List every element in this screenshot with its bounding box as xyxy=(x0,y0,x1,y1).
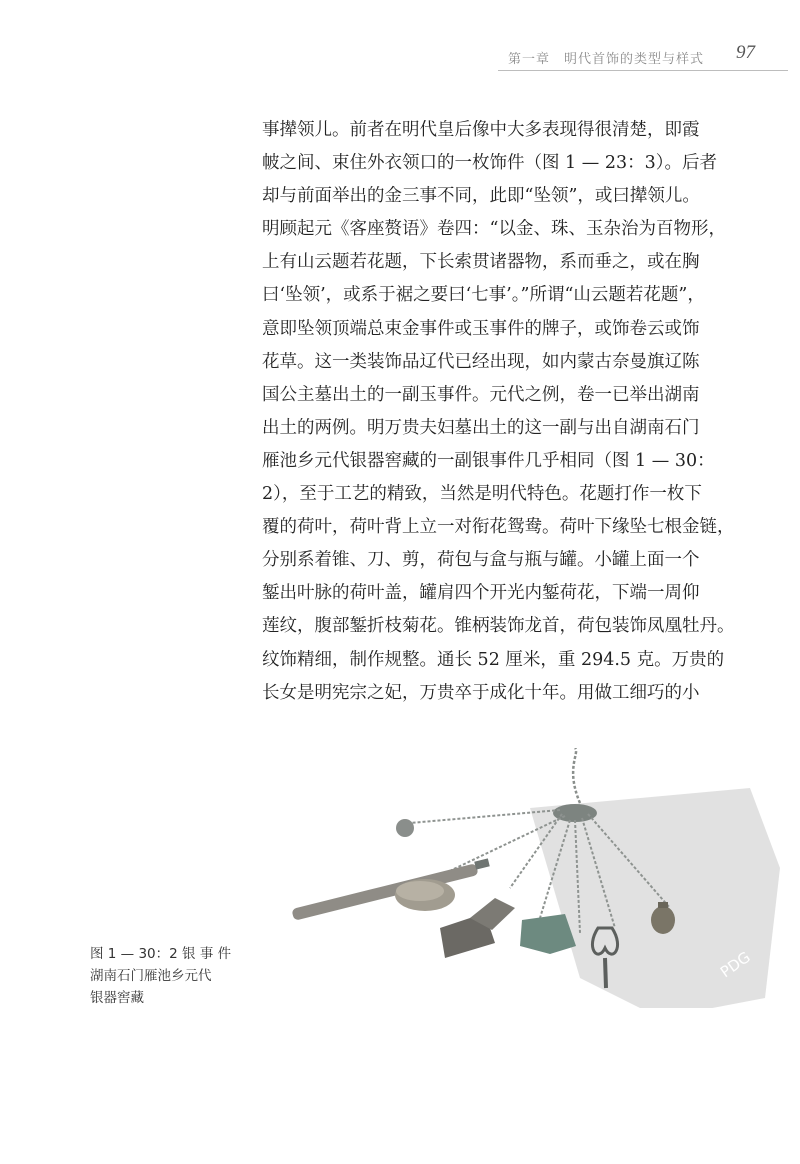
text-line: 却与前面举出的金三事不同，此即“坠领”，或曰撵领儿。 xyxy=(262,186,700,207)
header-rule xyxy=(498,70,788,71)
page-number: 97 xyxy=(736,42,755,63)
figure-caption xyxy=(90,943,250,1009)
text-line: 纹饰精细，制作规整。通长 52 厘米，重 294.5 克。万贵的 xyxy=(262,649,725,670)
body-paragraph xyxy=(262,114,735,710)
text-line: 2），至于工艺的精致，当然是明代特色。花题打作一枚下 xyxy=(262,484,702,505)
text-line: 莲纹，腹部錾折枝菊花。锥柄装饰龙首，荷包装饰凤凰牡丹。 xyxy=(262,616,735,637)
small-pendant xyxy=(396,819,414,837)
text-line: 上有山云题若花题，下长索贯诸器物，系而垂之，或在胸 xyxy=(262,252,700,273)
text-line: 曰‘坠领’，或系于裾之要曰‘七事’。”所谓“山云题若花题”， xyxy=(262,285,705,306)
text-line: 事撵领儿。前者在明代皇后像中大多表现得很清楚，即霞 xyxy=(262,120,700,140)
text-line: 覆的荷叶，荷叶背上立一对衔花鸳鸯。荷叶下缘坠七根金链， xyxy=(262,517,735,538)
silver-chatelaine-illustration xyxy=(280,748,780,1008)
caption-line: 银器窖藏 xyxy=(90,990,144,1006)
text-line: 明顾起元《客座赘语》卷四：“以金、珠、玉杂治为百物形， xyxy=(262,219,726,240)
text-line: 錾出叶脉的荷叶盖，罐肩四个开光内錾荷花，下端一周仰 xyxy=(262,583,700,604)
text-line: 雁池乡元代银器窖藏的一副银事件几乎相同（图 1 — 30： xyxy=(262,450,715,471)
text-line: 帔之间、束住外衣领口的一枚饰件（图 1 — 23：3）。后者 xyxy=(262,153,717,174)
text-line: 长女是明宪宗之妃，万贵卒于成化十年。用做工细巧的小 xyxy=(262,682,700,703)
text-line: 出土的两例。明万贵夫妇墓出土的这一副与出自湖南石门 xyxy=(262,417,700,438)
watermark-text: PDG xyxy=(716,948,754,982)
text-line: 国公主墓出土的一副玉事件。元代之例，卷一已举出湖南 xyxy=(262,384,700,405)
vase xyxy=(440,898,515,958)
text-line: 分别系着锥、刀、剪，荷包与盒与瓶与罐。小罐上面一个 xyxy=(262,550,700,571)
round-box xyxy=(395,879,455,911)
text-line: 花草。这一类装饰品辽代已经出现，如内蒙古奈曼旗辽陈 xyxy=(262,351,700,372)
caption-line: 湖南石门雁池乡元代 xyxy=(90,968,212,984)
awl xyxy=(291,858,489,920)
chapter-title: 第一章 明代首饰的类型与样式 xyxy=(508,52,705,67)
caption-line: 图 1 — 30：2 银 事 件 xyxy=(90,946,232,962)
running-head xyxy=(0,40,800,76)
text-line: 意即坠领顶端总束金事件或玉事件的牌子，或饰卷云或饰 xyxy=(262,318,700,339)
